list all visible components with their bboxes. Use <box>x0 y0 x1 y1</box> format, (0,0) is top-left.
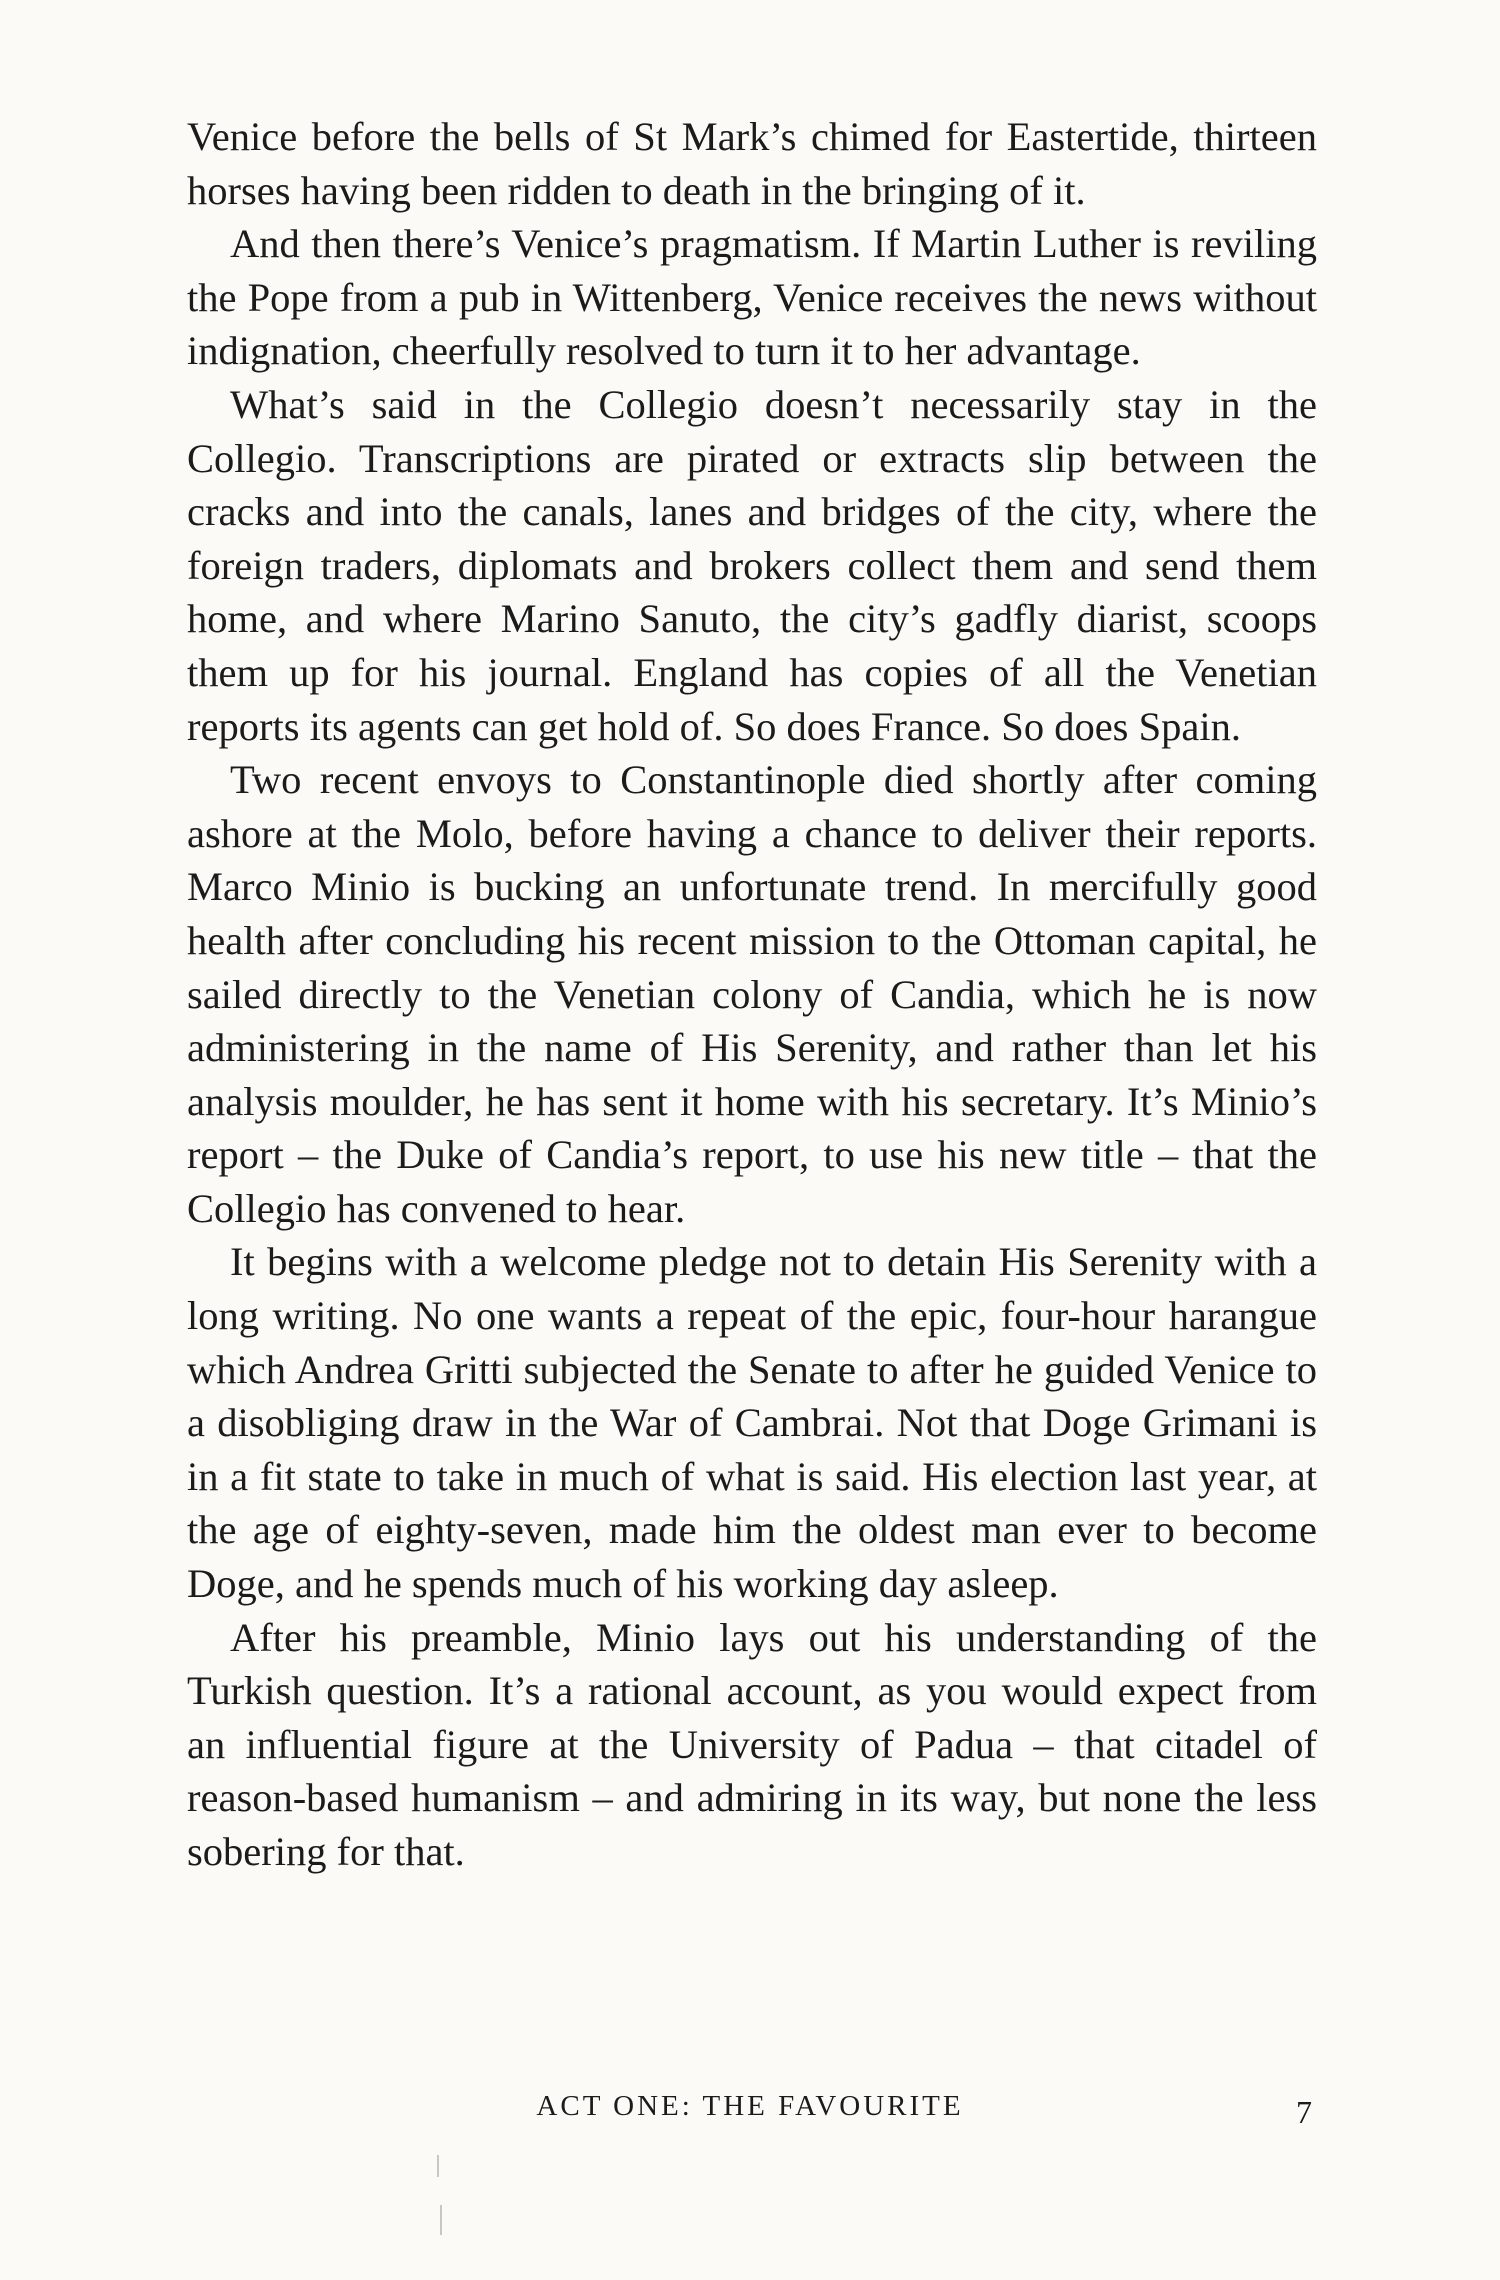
paragraph-continued: Venice before the bells of St Mark’s chimed for Eastertide, thirteen horses having been ridden to death in the bringing of it. <box>187 114 1317 213</box>
paragraph: What’s said in the Collegio doesn’t necessarily stay in the Collegio. Transcriptions are pirated or extracts slip between the cracks and into the canals, lanes and bridges of the city, where the foreign traders, diplomats and brokers collect them and send them home, and where Marino Sanuto, the city’s gadfly diarist, scoops them up for his journal. England has copies of all the Venetian reports its agents can get hold of. So does France. So does Spain. <box>187 381 1317 749</box>
paragraph: Two recent envoys to Constantinople died shortly after coming ashore at the Molo, before having a chance to deliver their reports. Marco Minio is bucking an unfortunate trend. In mercifully good health after concluding his recent mission to the Ottoman capital, he sailed directly to the Venetian colony of Candia, which he is now administering in the name of His Serenity, and rather than let his analysis moulder, he has sent it home with his secretary. It’s Minio’s report – the Duke of Candia’s report, to use his new title – that the Collegio has convened to hear. <box>187 757 1317 1231</box>
running-footer-title: ACT ONE: THE FAVOURITE <box>536 2090 964 2122</box>
paragraph: And then there’s Venice’s pragmatism. If Martin Luther is reviling the Pope from a pub in Wittenberg, Venice receives the news without indignation, cheerfully resolved to turn it to her advantage. <box>187 221 1317 374</box>
scan-artifact <box>440 2205 442 2235</box>
scan-artifact <box>437 2155 439 2177</box>
paragraph: After his preamble, Minio lays out his understanding of the Turkish question. It’s a rational account, as you would expect from an influential figure at the University of Padua – that citadel of reason-based humanism – and admiring in its way, but none the less sobering for that. <box>187 1614 1317 1874</box>
body-text <box>187 110 1317 1879</box>
paragraph: It begins with a welcome pledge not to detain His Serenity with a long writing. No one wants a repeat of the epic, four-hour harangue which Andrea Gritti subjected the Senate to after he guided Venice to a disobliging draw in the War of Cambrai. Not that Doge Grimani is in a fit state to take in much of what is said. His election last year, at the age of eighty-seven, made him the oldest man ever to become Doge, and he spends much of his working day asleep. <box>187 1239 1317 1607</box>
page-number: 7 <box>1296 2094 1312 2130</box>
